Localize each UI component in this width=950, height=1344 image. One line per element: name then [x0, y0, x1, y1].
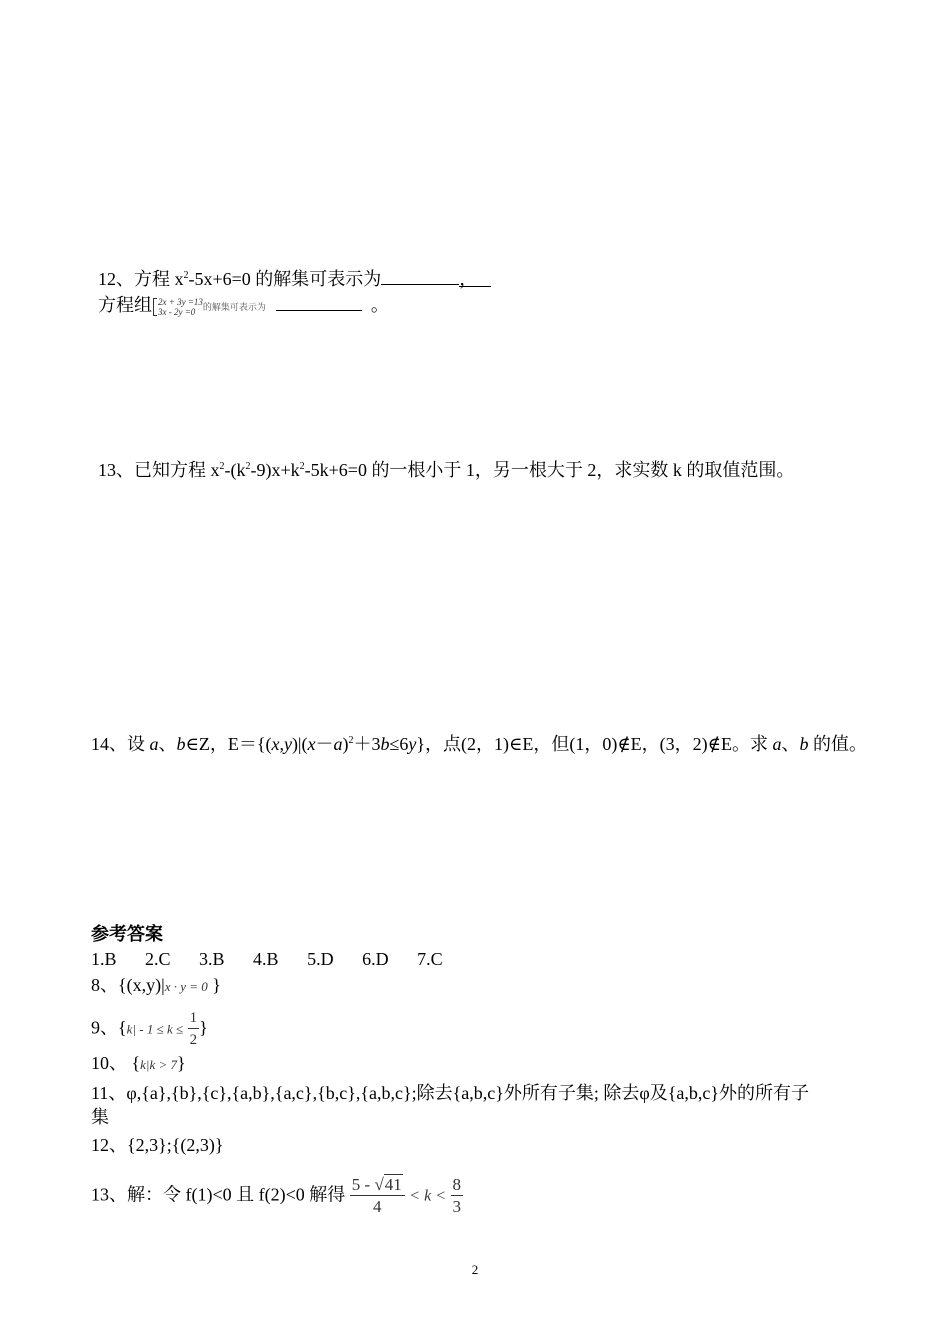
- mc-answers: [91, 948, 443, 970]
- mc-answer-2: 2.C: [145, 949, 171, 969]
- q12-answer-blank-1[interactable]: [381, 266, 459, 285]
- answer-13-fraction-left: $\frac{5 - √41}{4}$: [350, 1175, 405, 1218]
- answer-12: 12、{2,3};{(2,3)}: [91, 1135, 224, 1155]
- q12-answer-blank-1-tail: ，: [459, 268, 491, 287]
- q12-answer-blank-2[interactable]: [276, 292, 362, 311]
- answer-13: 13、解：令 f(1)<0 且 f(2)<0 解得 $\frac{5 - √41}{4}$ < k < $\frac{8}{3}$: [91, 1175, 461, 1216]
- answer-13-fraction-right: $\frac{8}{3}$: [452, 1175, 461, 1216]
- answer-11-line1: 11、φ,{a},{b},{c},{a,b},{a,c},{b,c},{a,b,c};除去{a,b,c}外所有子集; 除去φ及{a,b,c}外的所有子: [91, 1083, 809, 1103]
- q12-line2: 方程组 2x + 3y =13 3x - 2y =0 的解集可表示为 。: [98, 292, 389, 318]
- answer-8: 8、{(x,y)|x · y = 0 }: [91, 975, 221, 995]
- q12-line1: 12、方程 $x^2-5x+6=0$ 的解集可表示为 ，: [98, 266, 491, 290]
- q14-text: 14、设 a、b∈Z，$E=\{(x,y)|(x-a)^2+3b\le 6y\}$，点(2，1)∈E，但(1，0)∉E，(3，2)∉E。求 a、b 的值。: [91, 734, 867, 754]
- answer-9: 9、{k| - 1 ≤ k ≤ $\frac{1}{2}$ }: [91, 1008, 208, 1051]
- answers-title: 参考答案: [91, 924, 163, 944]
- mc-answer-5: 5.D: [307, 949, 334, 969]
- answer-11-line2: 集: [91, 1107, 109, 1127]
- q13-text: 13、已知方程 $x^2-(k^2-9)x+k^2-5k+6=0$ 的一根小于 1，另一根大于 2，求实数 k 的取值范围。: [98, 460, 795, 480]
- mc-answer-3: 3.B: [199, 949, 225, 969]
- mc-answer-6: 6.D: [362, 949, 389, 969]
- page-number: 2: [471, 1262, 479, 1277]
- mc-answer-7: 7.C: [417, 949, 443, 969]
- mc-answer-4: 4.B: [253, 949, 279, 969]
- answer-9-fraction: $\frac{1}{2}$: [189, 1010, 198, 1048]
- answer-10: 10、 {k|k > 7}: [91, 1053, 186, 1073]
- equation-system: 2x + 3y =13 3x - 2y =0: [152, 297, 203, 317]
- mc-answer-1: 1.B: [91, 949, 117, 969]
